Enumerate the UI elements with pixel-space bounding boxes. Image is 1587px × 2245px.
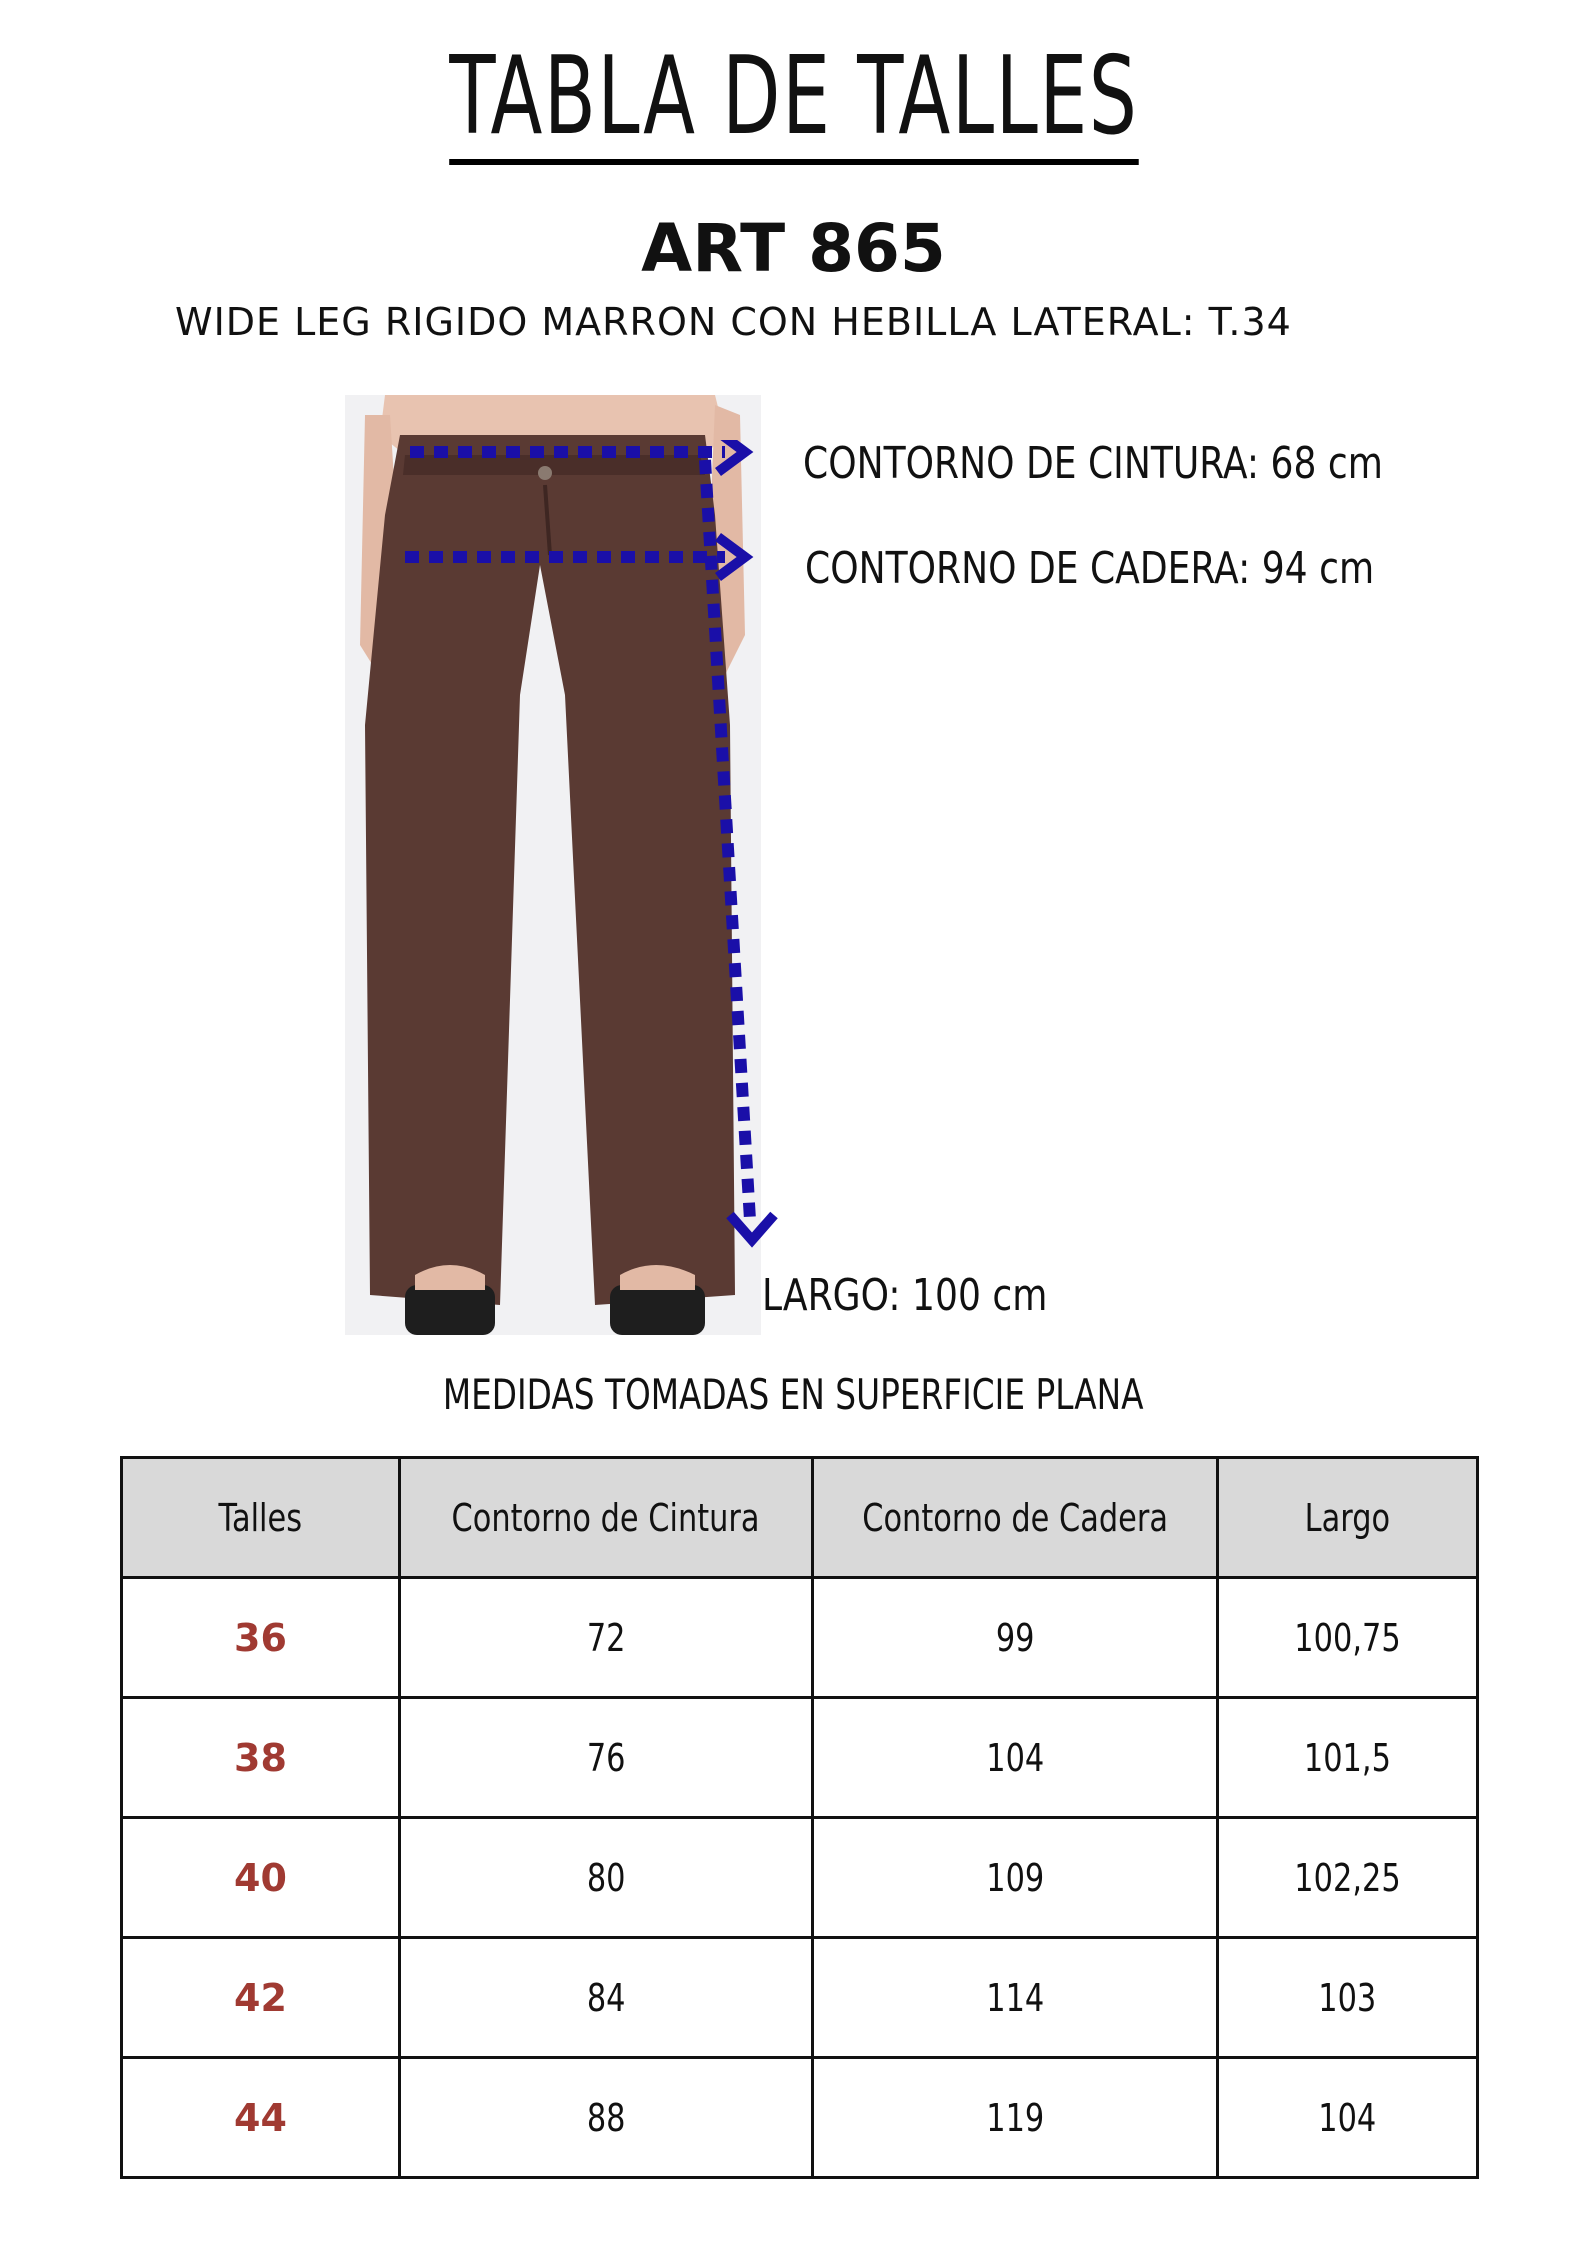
measurement-note: MEDIDAS TOMADAS EN SUPERFICIE PLANA [443, 1370, 1144, 1419]
hip-value: 104 [985, 1735, 1045, 1780]
length-value: 101,5 [1303, 1735, 1392, 1780]
hip-value: 114 [985, 1975, 1045, 2020]
header-largo [1218, 1458, 1478, 1578]
waist-cell [400, 1938, 813, 2058]
size-value: 40 [234, 1855, 287, 1900]
length-measurement: LARGO: 100 cm [762, 1270, 1048, 1321]
header-cadera [813, 1458, 1218, 1578]
size-table [120, 1456, 1479, 2179]
waist-cell [400, 1578, 813, 1698]
size-cell [122, 1818, 400, 1938]
length-value: 100,75 [1294, 1615, 1401, 1660]
hip-cell [813, 1938, 1218, 2058]
length-value: 104 [1318, 2095, 1377, 2140]
length-cell [1218, 2058, 1478, 2178]
waist-cell [400, 2058, 813, 2178]
header-cintura [400, 1458, 813, 1578]
size-value: 36 [234, 1615, 287, 1660]
measurement-note-wrap [0, 1370, 1587, 1419]
article-number: ART 865 [641, 210, 946, 287]
header-talles-label: Talles [218, 1495, 303, 1540]
hip-value: 99 [995, 1615, 1035, 1660]
size-value: 38 [234, 1735, 287, 1780]
page-title: TABLA DE TALLES [449, 40, 1138, 165]
waist-value: 80 [586, 1855, 626, 1900]
length-cell [1218, 1698, 1478, 1818]
length-cell [1218, 1578, 1478, 1698]
hip-cell [813, 1578, 1218, 1698]
table-row [122, 1938, 1478, 2058]
hip-cell [813, 1698, 1218, 1818]
hip-value: 119 [985, 2095, 1045, 2140]
header-talles [122, 1458, 400, 1578]
waist-value: 88 [586, 2095, 626, 2140]
table-row [122, 1818, 1478, 1938]
hip-value: 109 [985, 1855, 1045, 1900]
hip-measurement: CONTORNO DE CADERA: 94 cm [805, 543, 1375, 594]
waist-cell [400, 1698, 813, 1818]
size-value: 42 [234, 1975, 287, 2020]
length-cell [1218, 1938, 1478, 2058]
table-row [122, 1578, 1478, 1698]
size-cell [122, 1938, 400, 2058]
size-value: 44 [234, 2095, 287, 2140]
product-description: WIDE LEG RIGIDO MARRON CON HEBILLA LATERAL: T.34 [175, 300, 1292, 344]
length-value: 103 [1318, 1975, 1377, 2020]
length-cell [1218, 1818, 1478, 1938]
header-cadera-label: Contorno de Cadera [862, 1495, 1168, 1540]
size-cell [122, 1698, 400, 1818]
table-row [122, 1698, 1478, 1818]
length-value: 102,25 [1294, 1855, 1401, 1900]
waist-value: 84 [586, 1975, 626, 2020]
size-cell [122, 1578, 400, 1698]
table-row [122, 2058, 1478, 2178]
hip-cell [813, 1818, 1218, 1938]
size-cell [122, 2058, 400, 2178]
size-table-header-row [122, 1458, 1478, 1578]
page-title-wrap [0, 34, 1587, 165]
hip-cell [813, 2058, 1218, 2178]
header-largo-label: Largo [1304, 1495, 1391, 1540]
waist-cell [400, 1818, 813, 1938]
measurement-arrows [400, 440, 800, 1270]
header-cintura-label: Contorno de Cintura [451, 1495, 761, 1540]
waist-value: 72 [586, 1615, 626, 1660]
waist-value: 76 [586, 1735, 626, 1780]
waist-measurement: CONTORNO DE CINTURA: 68 cm [803, 438, 1383, 489]
